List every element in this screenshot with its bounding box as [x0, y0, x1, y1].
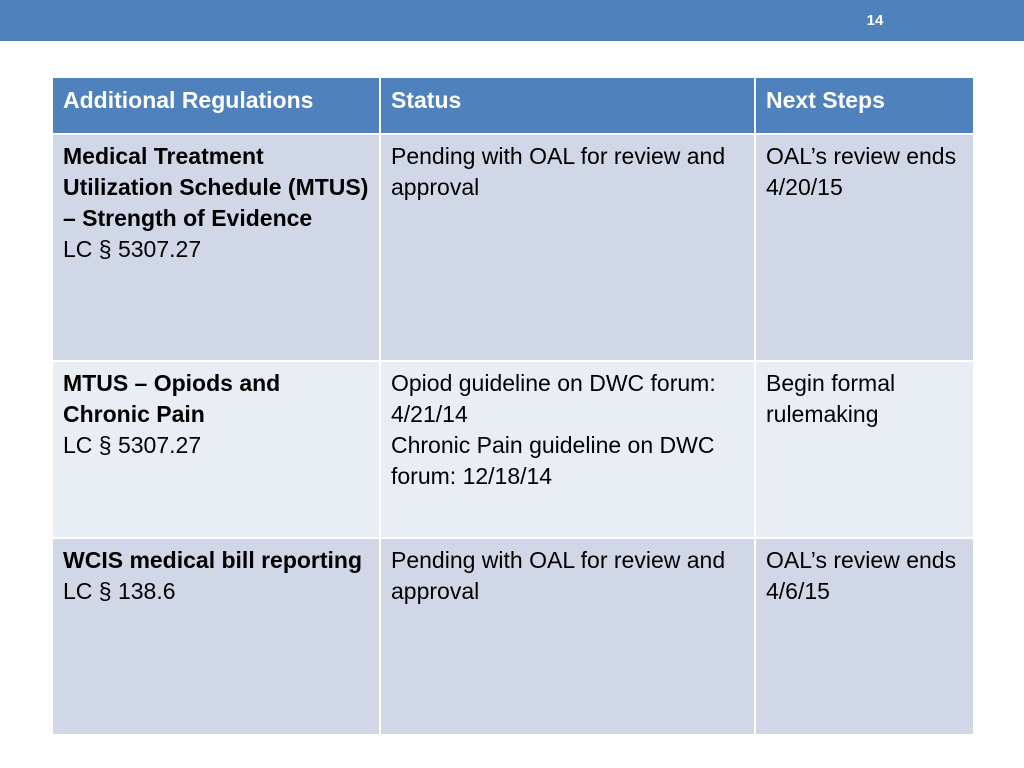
next-steps-text: Begin formal rulemaking	[766, 370, 896, 427]
next-steps-cell	[755, 134, 974, 361]
regulation-title: Medical Treatment Utilization Schedule (MTUS) – Strength of Evidence	[63, 143, 369, 231]
status-text: Pending with OAL for review and approval	[391, 143, 726, 200]
status-text: Chronic Pain guideline on DWC forum: 12/18/14	[391, 432, 715, 489]
slide-header-bar	[0, 0, 1024, 41]
page-number: 14	[866, 12, 884, 29]
status-cell	[380, 538, 755, 735]
status-text: Opiod guideline on DWC forum: 4/21/14	[391, 370, 716, 427]
regulation-title: WCIS medical bill reporting	[63, 547, 363, 573]
next-steps-cell	[755, 538, 974, 735]
regulation-cell	[52, 361, 380, 538]
table-header-row	[52, 77, 974, 134]
status-text: Pending with OAL for review and approval	[391, 547, 726, 604]
regulation-code: LC § 138.6	[63, 578, 176, 604]
status-cell	[380, 134, 755, 361]
next-steps-cell	[755, 361, 974, 538]
table-row	[52, 361, 974, 538]
status-cell	[380, 361, 755, 538]
table-row	[52, 134, 974, 361]
regulation-code: LC § 5307.27	[63, 432, 202, 458]
regulation-cell	[52, 538, 380, 735]
header-status: Status	[380, 77, 755, 134]
table-row	[52, 538, 974, 735]
regulations-table	[51, 76, 975, 736]
regulation-title: MTUS – Opiods and Chronic Pain	[63, 370, 281, 427]
regulation-code: LC § 5307.27	[63, 236, 202, 262]
next-steps-text: OAL’s review ends 4/20/15	[766, 143, 957, 200]
next-steps-text: OAL’s review ends 4/6/15	[766, 547, 957, 604]
header-next-steps: Next Steps	[755, 77, 974, 134]
header-additional-regulations: Additional Regulations	[52, 77, 380, 134]
regulation-cell	[52, 134, 380, 361]
